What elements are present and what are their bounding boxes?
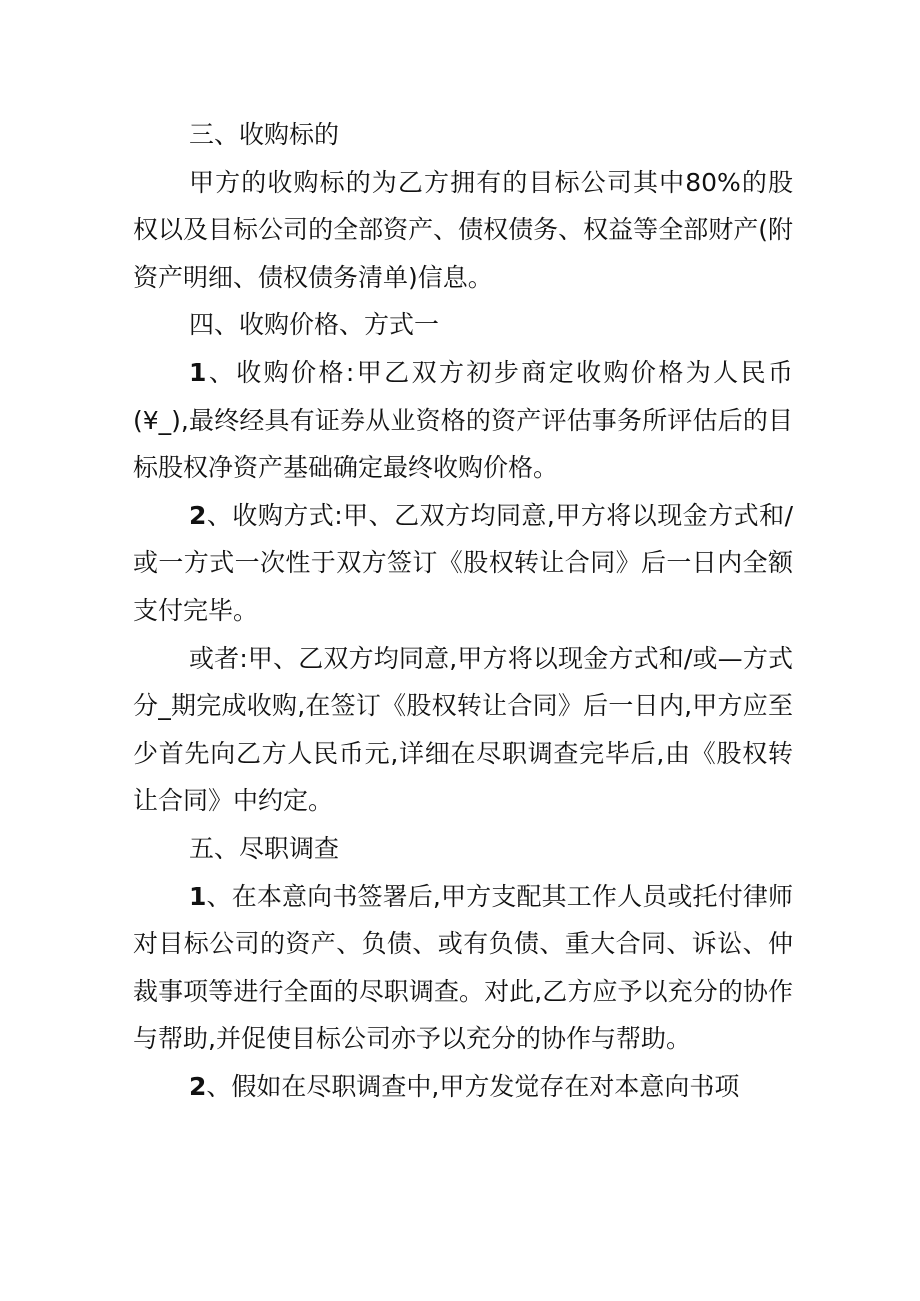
section-3-body: 甲方的收购标的为乙方拥有的目标公司其中80%的股权以及目标公司的全部资产、债权债务、权益等全部财产(附资产明细、债权债务清单)信息。	[133, 167, 793, 292]
section-5-heading: 五、尽职调查	[189, 833, 340, 863]
item-number: 2	[189, 1071, 207, 1101]
section-4-item-2	[133, 492, 793, 635]
section-4-item-1	[133, 349, 793, 492]
item-text: 、在本意向书签署后,甲方支配其工作人员或托付律师对目标公司的资产、负债、或有负债、重大合同、诉讼、仲裁事项等进行全面的尽职调查。对此,乙方应予以充分的协作与帮助,并促使目标公司亦予以充分的协作与帮助。	[133, 881, 793, 1054]
item-text: 、收购价格:甲乙双方初步商定收购价格为人民币(¥_),最终经具有证券从业资格的资产评估事务所评估后的目标股权净资产基础确定最终收购价格。	[133, 357, 793, 483]
item-text: 、收购方式:甲、乙双方均同意,甲方将以现金方式和/或一方式一次性于双方签订《股权转让合同》后一日内全额支付完毕。	[133, 500, 793, 625]
item-number: 1	[189, 357, 207, 387]
item-number: 2	[189, 500, 207, 530]
item-number: 1	[189, 881, 207, 911]
section-4-heading: 四、收购价格、方式一	[189, 310, 440, 340]
section-3-heading: 三、收购标的	[189, 120, 340, 149]
section-5-item-2	[133, 1063, 793, 1111]
item-text: 、假如在尽职调查中,甲方发觉存在对本意向书项	[206, 1071, 740, 1101]
section-4-alternative: 或者:甲、乙双方均同意,甲方将以现金方式和/或—方式分_期完成收购,在签订《股权转让合同》后一日内,甲方应至少首先向乙方人民币元,详细在尽职调查完毕后,由《股权转让合同》中约定。	[133, 643, 793, 816]
document-page	[133, 111, 793, 1110]
section-5-item-1	[133, 873, 793, 1063]
